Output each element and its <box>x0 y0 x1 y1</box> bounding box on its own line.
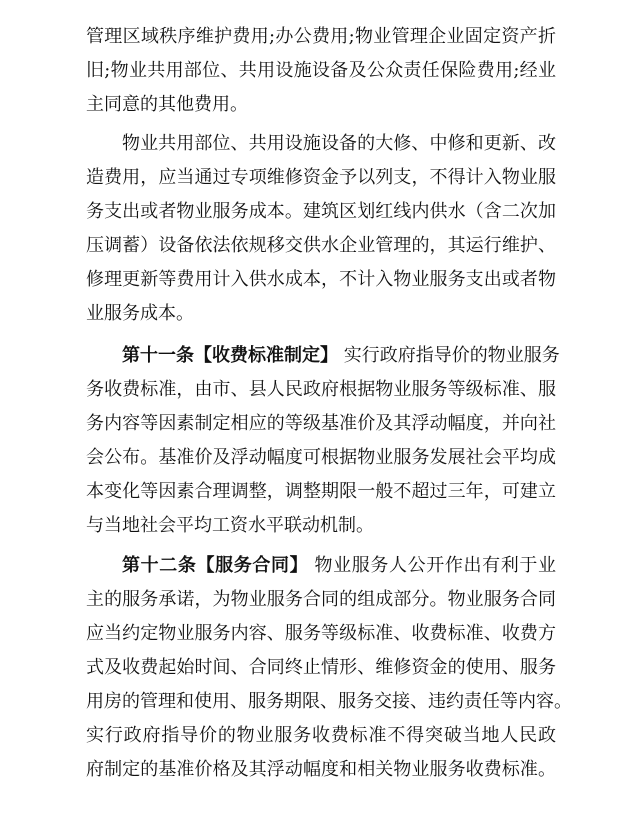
text-line: 会公布。基准价及浮动幅度可根据物业服务发展社会平均成 <box>86 447 556 468</box>
text-line: 业服务成本。 <box>86 303 194 324</box>
text-line: 修理更新等费用计入供水成本，不计入物业服务支出或者物 <box>86 269 556 290</box>
text-line: 物业共用部位、共用设施设备的大修、中修和更新、改 <box>122 133 556 154</box>
text-line: 应当约定物业服务内容、服务等级标准、收费标准、收费方 <box>86 623 556 644</box>
text-line: 府制定的基准价格及其浮动幅度和相关物业服务收费标准。 <box>86 759 556 780</box>
text-line: 本变化等因素合理调整，调整期限一般不超过三年，可建立 <box>86 481 556 502</box>
text-line: 务内容等因素制定相应的等级基准价及其浮动幅度，并向社 <box>86 413 556 434</box>
article-12-heading: 第十二条【服务合同】 <box>122 555 309 576</box>
text-line: 主的服务承诺，为物业服务合同的组成部分。物业服务合同 <box>86 589 556 610</box>
text-line: 务收费标准，由市、县人民政府根据物业服务等级标准、服 <box>86 379 556 400</box>
text-line: 与当地社会平均工资水平联动机制。 <box>86 515 374 536</box>
text-line: 实行政府指导价的物业服务收费标准不得突破当地人民政 <box>86 725 556 746</box>
text-line: 务支出或者物业服务成本。建筑区划红线内供水（含二次加 <box>86 201 556 222</box>
article-11-heading: 第十一条【收费标准制定】 <box>122 345 338 366</box>
article-12-text: 物业服务人公开作出有利于业 <box>308 555 556 576</box>
text-line: 主同意的其他费用。 <box>86 94 248 115</box>
text-line: 造费用，应当通过专项维修资金予以列支，不得计入物业服 <box>86 167 556 188</box>
text-line: 用房的管理和使用、服务期限、服务交接、违约责任等内容。 <box>86 691 572 712</box>
text-line: 旧;物业共用部位、共用设施设备及公众责任保险费用;经业 <box>86 60 556 81</box>
text-line: 式及收费起始时间、合同终止情形、维修资金的使用、服务 <box>86 657 556 678</box>
text-line: 管理区域秩序维护费用;办公费用;物业管理企业固定资产折 <box>86 26 556 47</box>
article-12-first-line <box>122 551 556 581</box>
article-11-first-line <box>122 341 560 371</box>
text-line: 压调蓄）设备依法依规移交供水企业管理的，其运行维护、 <box>86 235 556 256</box>
article-11-text: 实行政府指导价的物业服务 <box>338 345 560 366</box>
